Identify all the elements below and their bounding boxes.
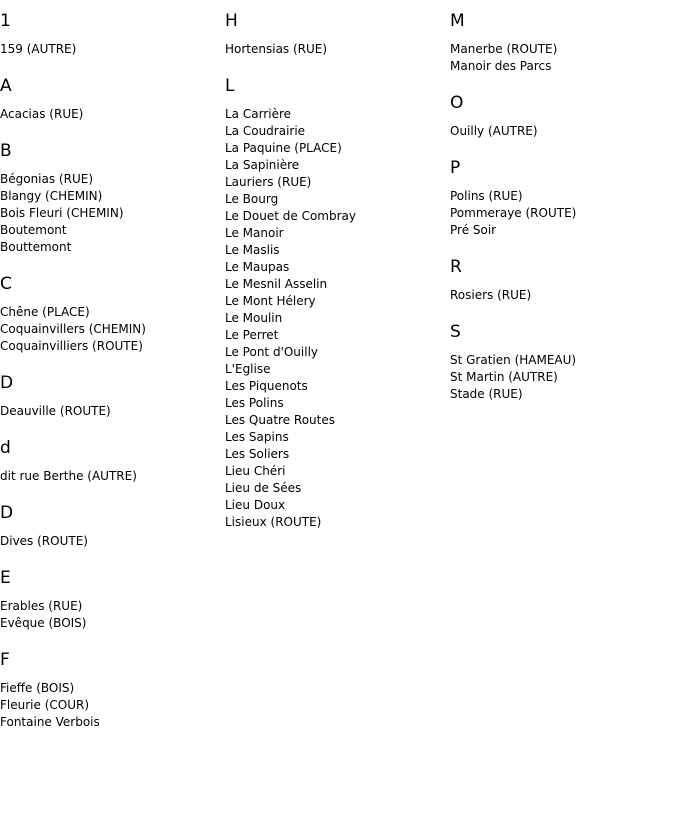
street-link[interactable]: Le Perret: [225, 328, 279, 342]
street-list: [225, 41, 445, 58]
street-list: [450, 287, 670, 304]
street-link[interactable]: Le Bourg: [225, 192, 279, 206]
letter-section: [450, 10, 670, 75]
street-link[interactable]: Manerbe (ROUTE): [450, 42, 558, 56]
street-link[interactable]: Stade (RUE): [450, 387, 523, 401]
letter-section: [0, 437, 220, 485]
street-link[interactable]: Pommeraye (ROUTE): [450, 206, 577, 220]
street-link[interactable]: La Paquine (PLACE): [225, 141, 342, 155]
street-link[interactable]: Les Soliers: [225, 447, 290, 461]
index-column: [225, 10, 445, 548]
letter-section: [0, 502, 220, 550]
letter-section: [450, 157, 670, 239]
street-link[interactable]: Rosiers (RUE): [450, 288, 532, 302]
letter-section: [0, 372, 220, 420]
letter-section: [0, 140, 220, 256]
street-list: [0, 106, 220, 123]
street-link[interactable]: Bouttemont: [0, 240, 72, 254]
letter-section: [0, 273, 220, 355]
street-list: [450, 188, 670, 239]
street-list: [450, 123, 670, 140]
street-link[interactable]: Evêque (BOIS): [0, 616, 87, 630]
street-link[interactable]: Lieu Doux: [225, 498, 286, 512]
street-link[interactable]: Coquainvillers (CHEMIN): [0, 322, 146, 336]
street-list: [0, 533, 220, 550]
street-link[interactable]: Dives (ROUTE): [0, 534, 88, 548]
street-link[interactable]: Lauriers (RUE): [225, 175, 312, 189]
street-link[interactable]: Lieu Chéri: [225, 464, 286, 478]
street-link[interactable]: L'Eglise: [225, 362, 271, 376]
street-list: [0, 304, 220, 355]
section-letter-heading: P: [450, 158, 461, 178]
section-letter-heading: L: [225, 76, 235, 96]
street-link[interactable]: Le Mesnil Asselin: [225, 277, 328, 291]
street-link[interactable]: Lieu de Sées: [225, 481, 302, 495]
street-link[interactable]: 159 (AUTRE): [0, 42, 77, 56]
street-list: [0, 680, 220, 731]
street-link[interactable]: Ouilly (AUTRE): [450, 124, 538, 138]
letter-section: [450, 256, 670, 304]
section-letter-heading: M: [450, 11, 465, 31]
letter-section: [450, 92, 670, 140]
street-link[interactable]: Les Polins: [225, 396, 284, 410]
letter-section: [0, 649, 220, 731]
section-letter-heading: D: [0, 373, 14, 393]
street-link[interactable]: Fontaine Verbois: [0, 715, 100, 729]
street-link[interactable]: Le Maupas: [225, 260, 290, 274]
street-link[interactable]: Deauville (ROUTE): [0, 404, 111, 418]
street-link[interactable]: La Carrière: [225, 107, 292, 121]
section-letter-heading: F: [0, 650, 10, 670]
letter-section: [225, 75, 445, 531]
section-letter-heading: H: [225, 11, 238, 31]
street-list: [225, 106, 445, 531]
street-link[interactable]: Les Piquenots: [225, 379, 308, 393]
letter-section: [225, 10, 445, 58]
street-list: [0, 598, 220, 632]
letter-section: [450, 321, 670, 403]
street-link[interactable]: Le Maslis: [225, 243, 280, 257]
section-letter-heading: 1: [0, 11, 11, 31]
letter-section: [0, 75, 220, 123]
section-letter-heading: O: [450, 93, 464, 113]
street-link[interactable]: Le Manoir: [225, 226, 284, 240]
street-list: [0, 403, 220, 420]
section-letter-heading: D: [0, 503, 14, 523]
street-link[interactable]: Les Sapins: [225, 430, 289, 444]
street-list: [0, 171, 220, 256]
street-link[interactable]: Polins (RUE): [450, 189, 523, 203]
street-link[interactable]: Manoir des Parcs: [450, 59, 552, 73]
index-column: [450, 10, 670, 420]
street-link[interactable]: Coquainvilliers (ROUTE): [0, 339, 143, 353]
street-link[interactable]: Fieffe (BOIS): [0, 681, 75, 695]
street-link[interactable]: Pré Soir: [450, 223, 497, 237]
street-list: [0, 468, 220, 485]
street-link[interactable]: Fleurie (COUR): [0, 698, 89, 712]
street-link[interactable]: Le Mont Hélery: [225, 294, 316, 308]
street-link[interactable]: La Coudrairie: [225, 124, 306, 138]
street-link[interactable]: Lisieux (ROUTE): [225, 515, 322, 529]
section-letter-heading: d: [0, 438, 11, 458]
street-link[interactable]: Erables (RUE): [0, 599, 83, 613]
section-letter-heading: S: [450, 322, 461, 342]
street-list: [450, 41, 670, 75]
street-link[interactable]: St Martin (AUTRE): [450, 370, 558, 384]
street-link[interactable]: Bois Fleuri (CHEMIN): [0, 206, 124, 220]
street-link[interactable]: La Sapinière: [225, 158, 300, 172]
street-link[interactable]: Blangy (CHEMIN): [0, 189, 103, 203]
street-link[interactable]: St Gratien (HAMEAU): [450, 353, 577, 367]
street-list: [0, 41, 220, 58]
section-letter-heading: R: [450, 257, 462, 277]
letter-section: [0, 10, 220, 58]
section-letter-heading: C: [0, 274, 12, 294]
index-column: [0, 10, 220, 748]
street-link[interactable]: Le Pont d'Ouilly: [225, 345, 319, 359]
street-link[interactable]: Boutemont: [0, 223, 67, 237]
street-link[interactable]: Le Douet de Combray: [225, 209, 356, 223]
street-list: [450, 352, 670, 403]
street-link[interactable]: Hortensias (RUE): [225, 42, 328, 56]
section-letter-heading: A: [0, 76, 12, 96]
street-link[interactable]: Bégonias (RUE): [0, 172, 93, 186]
section-letter-heading: E: [0, 568, 11, 588]
street-link[interactable]: Le Moulin: [225, 311, 283, 325]
street-link[interactable]: Acacias (RUE): [0, 107, 84, 121]
section-letter-heading: B: [0, 141, 12, 161]
street-link[interactable]: Chêne (PLACE): [0, 305, 90, 319]
street-link[interactable]: dit rue Berthe (AUTRE): [0, 469, 137, 483]
letter-section: [0, 567, 220, 632]
street-link[interactable]: Les Quatre Routes: [225, 413, 335, 427]
